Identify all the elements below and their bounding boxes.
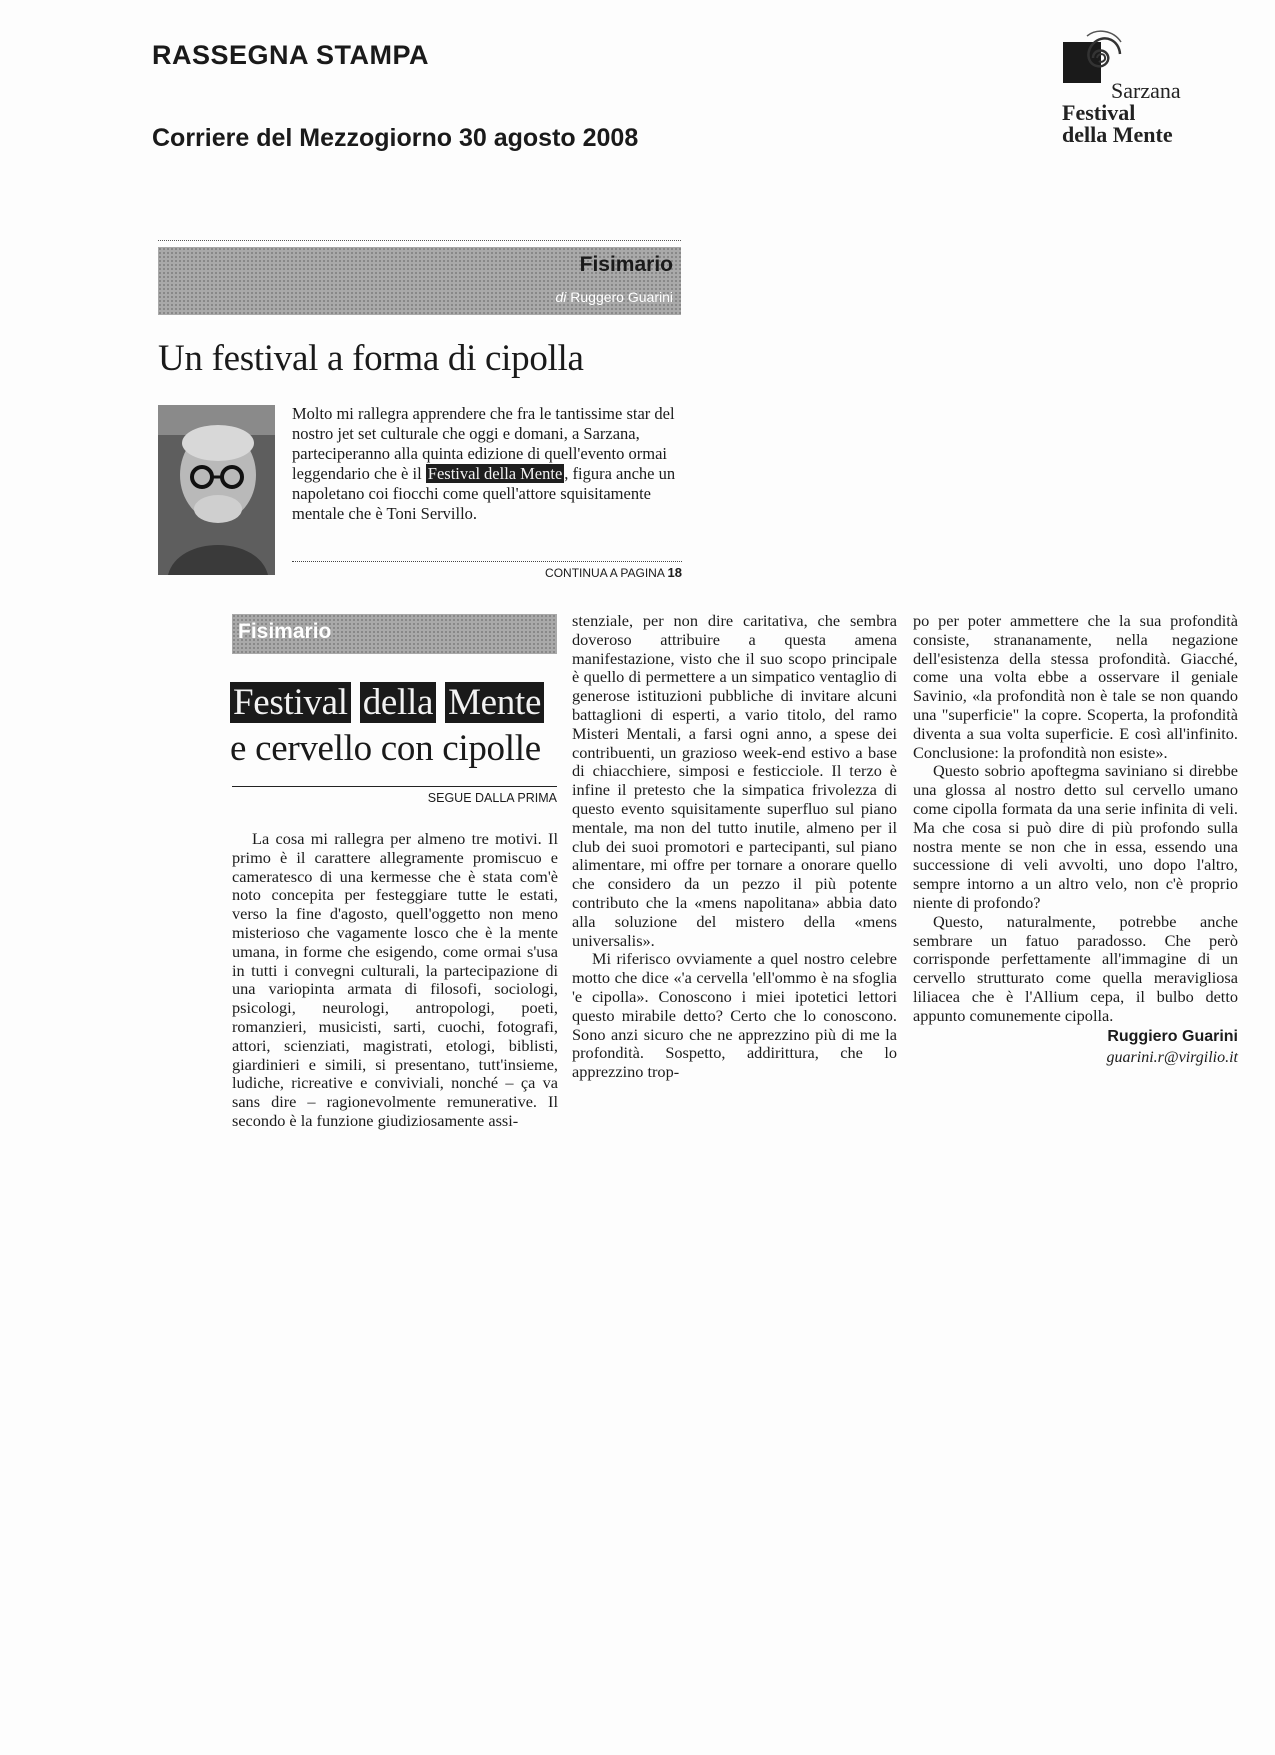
- article-column-3: [913, 612, 1238, 1068]
- article-column-2: [572, 612, 897, 1082]
- lede-highlight-festival: Festival: [427, 464, 481, 483]
- spiral-logo-icon: [1063, 28, 1123, 83]
- article-paragraph: Questo, naturalmente, potrebbe anche sembrare un fatuo paradosso. Che però corrisponde perfettamente all'immagine di un cervello strutturato come quella meravigliosa liliacea che è l'Allium cepa, il bulbo detto appunto comunemente cipolla.: [913, 911, 1238, 1025]
- author-portrait-image: [158, 405, 275, 575]
- lede-highlight-mente: Mente: [520, 464, 563, 483]
- page-title: RASSEGNA STAMPA: [152, 40, 430, 70]
- front-page-lede: [292, 404, 682, 524]
- author-email: guarini.r@virgilio.it: [1106, 1048, 1238, 1066]
- author-signature: Ruggiero Guarini: [1107, 1027, 1238, 1045]
- lede-highlight-della: della: [484, 464, 517, 483]
- headline-rest: e cervello con cipolle: [230, 728, 541, 769]
- logo-line-festival: Festival: [1062, 100, 1136, 125]
- front-page-byline: [555, 289, 673, 305]
- logo-line-della-mente: della Mente: [1062, 122, 1173, 147]
- article-column-1: [232, 830, 558, 1131]
- continue-page-number: 18: [667, 565, 682, 580]
- lede-text-before: Molto mi rallegra apprendere che fra le tantissime star del nostro jet set culturale che oggi e domani, a Sarzana, parteciperanno alla quinta edizione di quell'evento ormai leggendario che è il: [292, 404, 675, 483]
- lede-text-after: , figura anche un napoletano coi fiocchi come quell'attore squisitamente mentale che è Toni Servillo.: [292, 464, 676, 523]
- logo-city: Sarzana: [1111, 78, 1181, 103]
- front-page-section-title: Fisimario: [579, 253, 673, 276]
- continue-note: [520, 565, 682, 580]
- article-paragraph: stenziale, per non dire caritativa, che sembra doveroso attribuire a questa amena manifestazione, visto che il suo scopo principale è quello di permettere a un simpatico ventaglio di generose istituzioni pubbliche di invitare alcuni battaglioni di esperti, a vario titolo, del ramo Misteri Mentali, a farsi ogni anno, a spese dei contribuenti, un grazioso week-end estivo a base di chiacchiere, simposi e festicciole. Il terzo è infine il pretesto che la simpatica frivolezza di questo evento squisitamente superfluo sul piano mentale, ma non del tutto inutile, almeno per il club dei suoi promotori e partecipanti, sul piano alimentare, mi offre per tornare a onorare quello che considero da un pezzo il più potente contributo che la «mens napolitana» abbia dato alla soluzione del mistero della «mens universalis».: [572, 611, 897, 950]
- article-paragraph: La cosa mi rallegra per almeno tre motivi. Il primo è il carattere allegramente promiscuo e cameratesco di una kermesse che è stata com'è noto concepita per festeggiare tutte le estati, verso la fine d'agosto, quell'oggetto non meno misterioso che vagamente losco che è la mente umana, in forme che esigendo, come ormai s'usa in tutti i convegni culturali, la partecipazione di una variopinta armata di filosofi, sociologi, psicologi, neurologi, antropologi, poeti, romanzieri, musicisti, sarti, cuochi, fotografi, attori, scienziati, magistrati, etologi, biblisti, giardinieri e simili, si presentano, tutt'insieme, ludiche, ricreative e conviviali, nonché – ça va sans dire – ragionevolmente remunerative. Il secondo è la funzione giudiziosamente assi-: [232, 829, 558, 1130]
- front-page-headline: Un festival a forma di cipolla: [158, 338, 584, 379]
- article-paragraph: Mi riferisco ovviamente a quel nostro celebre motto che dice «'a cervella 'ell'ommo è na sfoglia 'e cipolla». Conoscono i miei ipotetici lettori questo mirabile detto? Certo che lo conoscono. Sono anzi sicuro che ne apprezzino più di me la profondità. Sospetto, addirittura, che lo apprezzino trop-: [572, 949, 897, 1082]
- byline-prefix: di: [555, 289, 567, 305]
- front-page-bottom-rule: [292, 561, 682, 562]
- article-paragraph: po per poter ammettere che la sua profondità consiste, strananamente, nella negazione dell'esistenza della stessa profondità. Giacché, come una volta ebbe a osservare il geniale Savinio, «la profondità non è tale se non quando una "superficie" la copre. Scoperta, la profondità diventa a sua volta superficie. E così all'infinito. Conclusione: la profondità non esiste».: [913, 611, 1238, 762]
- article-paragraph: Questo sobrio apoftegma saviniano si direbbe una glossa al nostro detto sul cervello umano come cipolla formata da una serie infinita di veli. Ma che cosa si può dire di più profondo sulla nostra mente se non che in essa, essendo una successione di veli avvolti, uno dopo l'altro, sempre intorno a un altro velo, non c'è proprio niente di profondo?: [913, 761, 1238, 912]
- inside-section-title: Fisimario: [238, 620, 332, 643]
- headline-word-mente: Mente: [445, 682, 544, 723]
- continue-label: CONTINUA A PAGINA: [545, 566, 665, 580]
- headline-word-della: della: [360, 682, 436, 723]
- follow-label: SEGUE DALLA PRIMA: [427, 791, 557, 805]
- front-page-section-bar: [158, 247, 681, 315]
- byline-name: Ruggero Guarini: [570, 289, 673, 305]
- source-date: Corriere del Mezzogiorno 30 agosto 2008: [152, 124, 639, 152]
- inside-headline: [230, 680, 560, 772]
- headline-word-festival: Festival: [230, 682, 351, 723]
- inside-section-bar: [232, 614, 557, 654]
- author-photo: [158, 405, 275, 575]
- front-page-top-rule: [158, 240, 681, 241]
- festival-logo: [1056, 20, 1256, 150]
- inside-headline-rule: [232, 786, 557, 787]
